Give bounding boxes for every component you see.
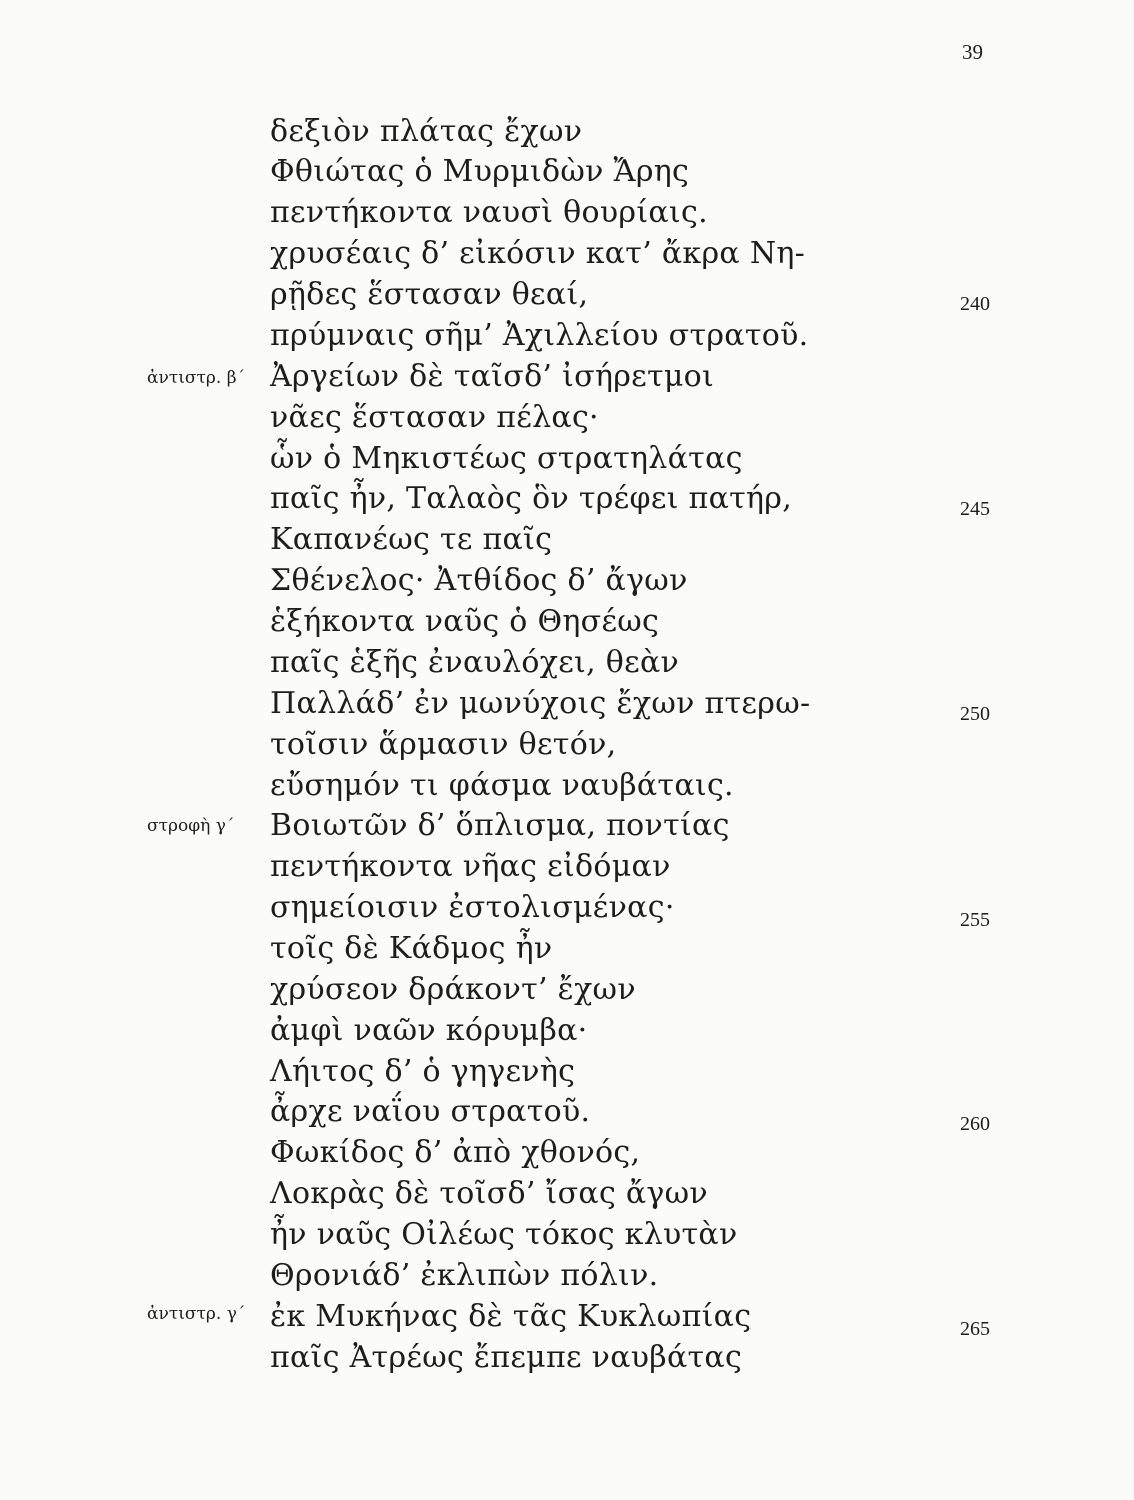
verse-line: δεξιὸν πλάτας ἔχων <box>270 114 583 149</box>
verse-line: ἆρχε ναΐου στρατοῦ. <box>270 1094 591 1129</box>
verse-line: Λοκρὰς δὲ τοῖσδ’ ἴσας ἄγων <box>270 1176 708 1211</box>
verse-line: Φωκίδος δ’ ἀπὸ χθονός, <box>270 1135 641 1170</box>
verse-line: παῖς ἑξῆς ἐναυλόχει, θεὰν <box>270 645 680 680</box>
verse-line: τοῖσιν ἅρμασιν θετόν, <box>270 727 617 762</box>
section-label-antistrophe-beta: ἀντιστρ. β΄ <box>147 368 246 388</box>
verse-line: πρύμναις σῆμ’ Ἀχιλλείου στρατοῦ. <box>270 318 809 353</box>
verse-line: πεντήκοντα ναυσὶ θουρίαις. <box>270 195 708 230</box>
verse-line: ὧν ὁ Μηκιστέως στρατηλάτας <box>270 441 743 476</box>
verse-line: ἐκ Μυκήνας δὲ τᾶς Κυκλωπίας <box>270 1299 752 1334</box>
line-number-240: 240 <box>960 293 990 315</box>
verse-line: παῖς ἦν, Ταλαὸς ὃν τρέφει πατήρ, <box>270 481 793 516</box>
verse-line: νᾶες ἕστασαν πέλας· <box>270 400 599 435</box>
verse-line: Φθιώτας ὁ Μυρμιδὼν Ἄρης <box>270 154 690 189</box>
verse-line: εὔσημόν τι φάσμα ναυβάταις. <box>270 768 734 803</box>
verse-line: Ἀργείων δὲ ταῖσδ’ ἰσήρετμοι <box>270 359 715 394</box>
verse-line: χρυσέαις δ’ εἰκόσιν κατ’ ἄκρα Νη- <box>270 236 806 271</box>
verse-line: παῖς Ἀτρέως ἔπεμπε ναυβάτας <box>270 1340 743 1375</box>
verse-line: Βοιωτῶν δ’ ὅπλισμα, ποντίας <box>270 808 730 843</box>
verse-line: Καπανέως τε παῖς <box>270 522 553 557</box>
section-label-strophe-gamma: στροφὴ γ΄ <box>147 816 235 836</box>
verse-line: Λήιτος δ’ ὁ γηγενὴς <box>270 1054 576 1089</box>
verse-line: σημείοισιν ἐστολισμένας· <box>270 890 675 925</box>
verse-line: ρῇδες ἕστασαν θεαί, <box>270 277 589 312</box>
verse-line: πεντήκοντα νῆας εἰδόμαν <box>270 849 671 884</box>
verse-line: τοῖς δὲ Κάδμος ἦν <box>270 931 553 966</box>
verse-line: ἀμφὶ ναῶν κόρυμβα· <box>270 1013 588 1048</box>
line-number-260: 260 <box>960 1113 990 1135</box>
verse-line: Θρονιάδ’ ἐκλιπὼν πόλιν. <box>270 1258 659 1293</box>
verse-line: χρύσεον δράκοντ’ ἔχων <box>270 972 636 1007</box>
line-number-245: 245 <box>960 498 990 520</box>
verse-line: ἑξήκοντα ναῦς ὁ Θησέως <box>270 604 660 639</box>
section-label-antistrophe-gamma: ἀντιστρ. γ΄ <box>147 1304 246 1324</box>
verse-line: Παλλάδ’ ἐν μωνύχοις ἔχων πτερω- <box>270 686 811 721</box>
line-number-265: 265 <box>960 1318 990 1340</box>
verse-line: Σθένελος· Ἀτθίδος δ’ ἄγων <box>270 563 688 598</box>
line-number-255: 255 <box>960 909 990 931</box>
verse-line: ἦν ναῦς Οἰλέως τόκος κλυτὰν <box>270 1217 738 1252</box>
line-number-250: 250 <box>960 703 990 725</box>
page-number: 39 <box>962 40 983 64</box>
